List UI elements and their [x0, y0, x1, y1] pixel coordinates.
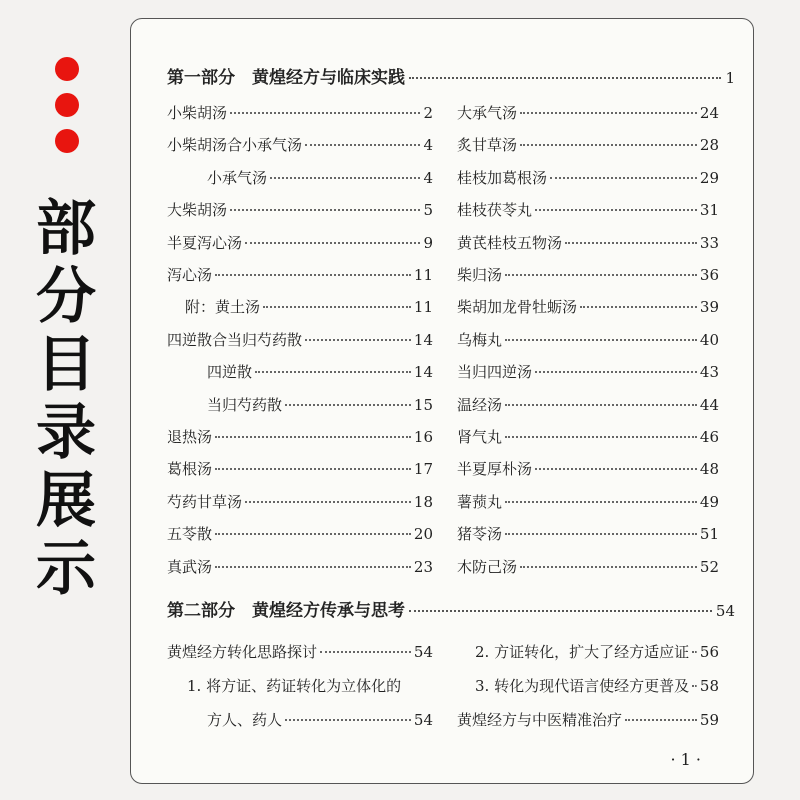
- toc-entry: [457, 426, 719, 448]
- toc-entry: [457, 394, 719, 416]
- toc-entry: [457, 361, 719, 383]
- side-title: 部分目录展示: [36, 194, 96, 604]
- toc-entry: [167, 264, 433, 286]
- toc-entry-page: 14: [413, 330, 433, 349]
- toc-entry: [167, 134, 433, 156]
- toc-entry-page: 49: [699, 492, 719, 511]
- toc-entry: [167, 556, 433, 578]
- toc-entry-page: 36: [699, 266, 719, 284]
- toc-entry-page: 54: [413, 711, 433, 729]
- toc-entry-title: 大承气汤: [457, 104, 518, 122]
- toc-entry: [457, 556, 719, 578]
- toc-entry: [167, 199, 433, 221]
- toc-entry-title: 泻心汤: [167, 266, 213, 284]
- toc-entry-page: 39: [699, 298, 719, 317]
- toc-entry-title: 1. 将方证、药证转化为立体化的: [187, 677, 402, 695]
- toc-entry-page: 16: [413, 428, 433, 446]
- toc-entry-title: 猪苓汤: [457, 525, 503, 544]
- toc-entry-title: 五苓散: [167, 525, 213, 544]
- toc-entry-title: 乌梅丸: [457, 330, 503, 349]
- toc-entry-title: 黄煌经方与中医精准治疗: [457, 711, 623, 729]
- toc-entry: [207, 361, 433, 383]
- toc-entry-page: 20: [413, 525, 433, 544]
- toc-entry: [167, 232, 433, 254]
- toc-entry-page: 48: [699, 460, 719, 479]
- toc-entry: [185, 296, 433, 318]
- toc-entry-title: 黄煌经方转化思路探讨: [167, 643, 318, 661]
- toc-entry-page: 24: [699, 104, 719, 122]
- red-dot: [55, 57, 79, 81]
- toc-entry-page: 54: [413, 643, 433, 661]
- toc-entry: [457, 199, 719, 221]
- toc-entry-title: 附：黄土汤: [185, 298, 261, 317]
- toc-entry: [457, 329, 719, 351]
- part1-page: 1: [725, 69, 735, 87]
- part1-heading: [167, 63, 735, 93]
- toc-entry-title: 四逆散合当归芍药散: [167, 330, 303, 349]
- toc-entry: [187, 675, 433, 697]
- toc-entry: [167, 329, 433, 351]
- toc-entry: [167, 458, 433, 480]
- toc-entry-title: 薯蓣丸: [457, 492, 503, 511]
- part2-page: 54: [715, 602, 735, 620]
- toc-entry: [457, 491, 719, 513]
- page-number: · 1 ·: [670, 750, 701, 769]
- toc-entry-page: 40: [699, 330, 719, 349]
- toc-entry-page: 46: [699, 428, 719, 446]
- red-dot: [55, 93, 79, 117]
- toc-entry-page: 17: [413, 460, 433, 479]
- toc-entry-page: 9: [423, 233, 433, 252]
- toc-entry-title: 3. 转化为现代语言使经方更普及: [475, 677, 690, 695]
- toc-entry-title: 方人、药人: [207, 711, 283, 729]
- toc-entry-page: 4: [423, 136, 433, 155]
- toc-entry-page: 2: [423, 104, 433, 122]
- toc-entry-page: 23: [413, 557, 433, 576]
- toc-entry-page: 5: [423, 201, 433, 220]
- toc-entry-title: 四逆散: [207, 363, 253, 382]
- toc-entry-page: 59: [699, 711, 719, 729]
- toc-entry: [207, 709, 433, 731]
- toc-entry-title: 柴归汤: [457, 266, 503, 284]
- toc-entry: [167, 102, 433, 124]
- toc-entry: [167, 426, 433, 448]
- toc-entry: [167, 523, 433, 545]
- toc-entry-title: 肾气丸: [457, 428, 503, 446]
- toc-entry-page: 52: [699, 557, 719, 576]
- toc-entry-page: 14: [413, 363, 433, 382]
- decorative-dots: [47, 45, 87, 165]
- part2-heading: [167, 596, 735, 626]
- toc-entry-title: 温经汤: [457, 395, 503, 414]
- toc-entry-title: 黄芪桂枝五物汤: [457, 233, 563, 252]
- toc-entry: [167, 491, 433, 513]
- toc-entry: [457, 264, 719, 286]
- toc-entry-title: 大柴胡汤: [167, 201, 228, 220]
- toc-entry-title: 真武汤: [167, 557, 213, 576]
- toc-entry-title: 小承气汤: [207, 168, 268, 187]
- toc-entry-page: 4: [423, 168, 433, 187]
- toc-entry: [457, 134, 719, 156]
- toc-entry: [457, 709, 719, 731]
- toc-entry-page: 28: [699, 136, 719, 155]
- toc-entry-page: 11: [413, 298, 433, 317]
- toc-entry: [475, 675, 719, 697]
- toc-entry-title: 退热汤: [167, 428, 213, 446]
- toc-entry: [457, 232, 719, 254]
- toc-entry-page: 33: [699, 233, 719, 252]
- toc-entry: [207, 167, 433, 189]
- toc-entry-title: 木防己汤: [457, 557, 518, 576]
- toc-entry-title: 小柴胡汤合小承气汤: [167, 136, 303, 155]
- toc-entry-title: 桂枝加葛根汤: [457, 168, 548, 187]
- toc-entry-title: 半夏厚朴汤: [457, 460, 533, 479]
- red-dot: [55, 129, 79, 153]
- toc-entry-page: 51: [699, 525, 719, 544]
- toc-entry: [457, 167, 719, 189]
- toc-entry-title: 当归四逆汤: [457, 363, 533, 382]
- toc-entry-page: 31: [699, 201, 719, 220]
- toc-entry-page: 29: [699, 168, 719, 187]
- toc-entry-title: 柴胡加龙骨牡蛎汤: [457, 298, 578, 317]
- toc-entry-page: 15: [413, 395, 433, 414]
- toc-entry-title: 小柴胡汤: [167, 104, 228, 122]
- toc-entry-title: 2. 方证转化，扩大了经方适应证: [475, 643, 690, 661]
- toc-entry-page: 56: [699, 643, 719, 661]
- part2-title: 第二部分 黄煌经方传承与思考: [167, 601, 405, 621]
- toc-entry-title: 葛根汤: [167, 460, 213, 479]
- toc-entry: [457, 458, 719, 480]
- toc-entry-page: 11: [413, 266, 433, 284]
- toc-entry: [457, 296, 719, 318]
- toc-entry: [457, 102, 719, 124]
- toc-entry-page: 43: [699, 363, 719, 382]
- toc-entry-title: 芍药甘草汤: [167, 492, 243, 511]
- toc-entry-title: 当归芍药散: [207, 395, 283, 414]
- toc-entry-page: 18: [413, 492, 433, 511]
- toc-entry-title: 半夏泻心汤: [167, 233, 243, 252]
- toc-entry-title: 桂枝茯苓丸: [457, 201, 533, 220]
- toc-entry: [167, 641, 433, 663]
- toc-entry: [475, 641, 719, 663]
- toc-page: [130, 18, 754, 784]
- toc-entry-title: 炙甘草汤: [457, 136, 518, 155]
- part1-title: 第一部分 黄煌经方与临床实践: [167, 68, 405, 88]
- toc-entry: [207, 394, 433, 416]
- toc-entry-page: 44: [699, 395, 719, 414]
- toc-entry-page: 58: [699, 677, 719, 695]
- toc-entry: [457, 523, 719, 545]
